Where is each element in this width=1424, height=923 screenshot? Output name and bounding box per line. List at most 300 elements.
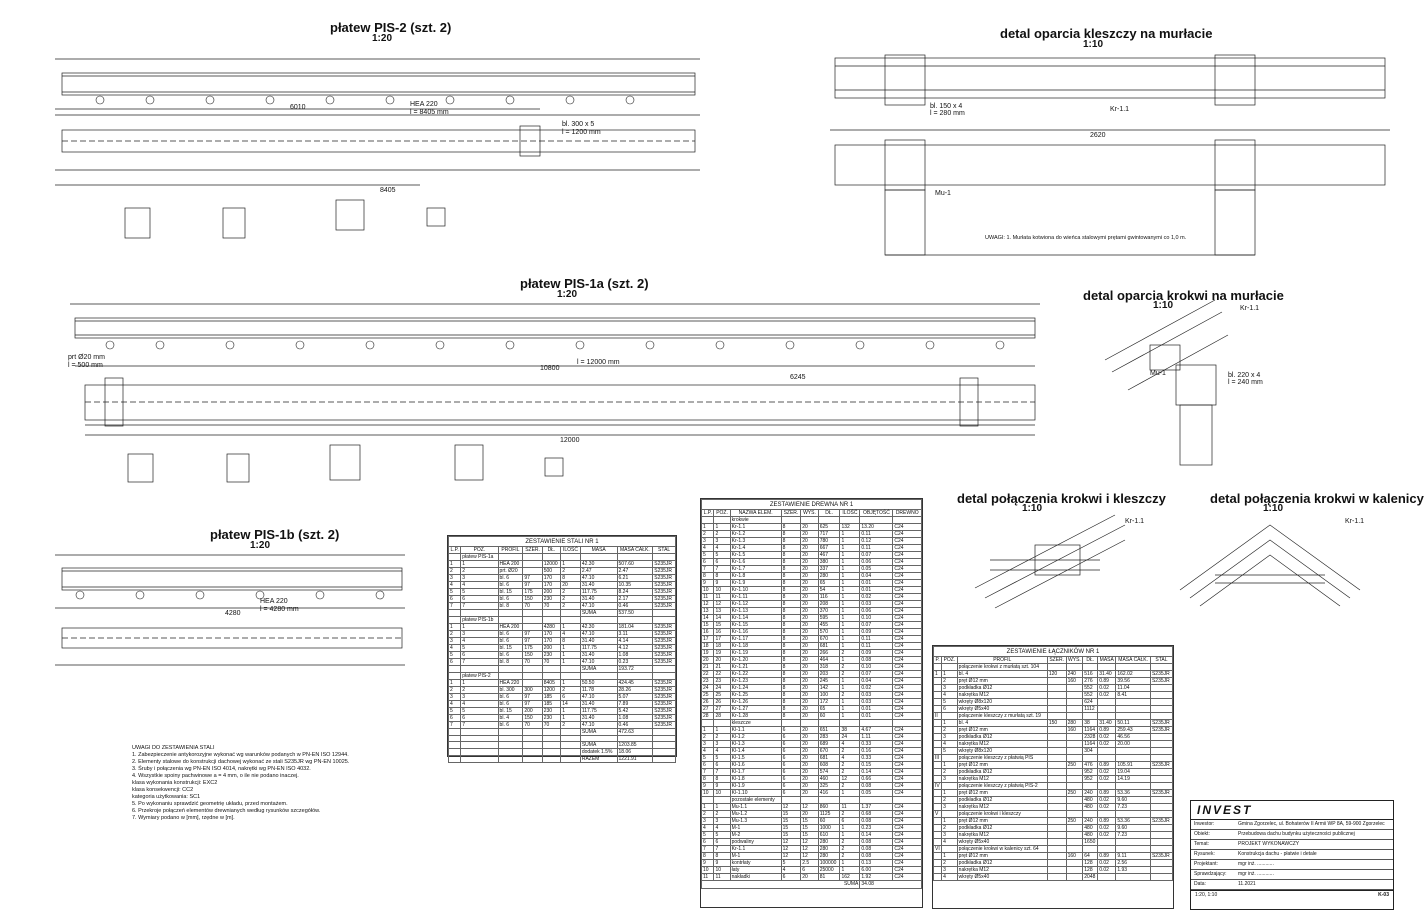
table-cell: [942, 664, 958, 671]
table-cell: S235JR: [653, 680, 676, 687]
table-cell: 952: [1083, 769, 1098, 776]
table-cell: S235JR: [1150, 762, 1172, 769]
table-cell: 20: [702, 657, 714, 664]
table-cell: 537.50: [617, 610, 653, 617]
table-cell: [1066, 797, 1083, 804]
table-row: [449, 561, 676, 568]
table-row: [449, 631, 676, 638]
table-cell: nakrętka M12: [957, 741, 1047, 748]
table-cell: 6: [781, 755, 801, 762]
table-cell: 2: [702, 734, 714, 741]
table-cell: 170: [542, 582, 560, 589]
table-cell: 455: [818, 622, 840, 629]
table-cell: S235JR: [653, 631, 676, 638]
table-row: [934, 797, 1173, 804]
table-cell: 0.07: [860, 671, 893, 678]
table-cell: 150: [523, 652, 542, 659]
table-cell: 20: [801, 769, 818, 776]
table-cell: Kr-1.22: [730, 671, 781, 678]
table-cell: 1: [840, 573, 860, 580]
table-header: DŁ.: [1083, 657, 1098, 664]
table-row: [934, 678, 1173, 685]
table-cell: [1047, 797, 1066, 804]
table-row: [702, 825, 922, 832]
table-cell: 42.30: [580, 624, 617, 631]
table-cell: 1: [942, 762, 958, 769]
table-cell: 0.08: [860, 818, 893, 825]
table-cell: 1164: [1083, 727, 1098, 734]
table-cell: 424.45: [617, 680, 653, 687]
table-row: [702, 846, 922, 853]
table-cell: 20: [801, 727, 818, 734]
table-cell: 0.01: [860, 580, 893, 587]
table-cell: 2: [840, 748, 860, 755]
table-row: [934, 748, 1173, 755]
table-cell: Kr-1.17: [730, 636, 781, 643]
table-cell: S235JR: [653, 708, 676, 715]
table-cell: 0.10: [860, 615, 893, 622]
table-cell: [934, 699, 942, 706]
table-header: PROFIL: [498, 547, 523, 554]
table-cell: 0.06: [860, 608, 893, 615]
table-cell: 28: [702, 713, 714, 720]
table-cell: 31.40: [580, 652, 617, 659]
table-cell: [1066, 867, 1083, 874]
table-cell: 0.04: [860, 573, 893, 580]
table-cell: 318: [818, 664, 840, 671]
table-cell: 0.11: [860, 545, 893, 552]
table-cell: 9.11: [1116, 853, 1151, 860]
table-row: [702, 538, 922, 545]
table-cell: Kr-1.15: [730, 622, 781, 629]
table-cell: 1: [840, 608, 860, 615]
table-cell: [781, 720, 801, 727]
table-cell: 14: [702, 615, 714, 622]
table-cell: 10: [702, 587, 714, 594]
table-cell: 250: [1066, 790, 1083, 797]
table-cell: 13: [702, 608, 714, 615]
table-cell: 81: [818, 874, 840, 881]
table-cell: 7: [714, 769, 730, 776]
table-cell: 2: [840, 839, 860, 846]
table-cell: [498, 756, 523, 763]
table-cell: bl. 6: [498, 701, 523, 708]
table-cell: [934, 797, 942, 804]
table-row: [702, 790, 922, 797]
table-cell: [1047, 762, 1066, 769]
table-row: [449, 756, 676, 763]
table-cell: 670: [818, 636, 840, 643]
table-cell: Kl-1.2: [730, 734, 781, 741]
table-cell: Kr-1.3: [730, 538, 781, 545]
table-cell: S235JR: [653, 596, 676, 603]
table-cell: [1116, 748, 1151, 755]
table-cell: 8: [781, 699, 801, 706]
table-cell: 1: [449, 561, 461, 568]
table-cell: [1083, 783, 1098, 790]
title-block-key: Obiekt:: [1194, 831, 1210, 837]
table-cell: 8: [781, 657, 801, 664]
table-cell: podkładka Ø12: [957, 860, 1047, 867]
table-cell: HEA 200: [498, 561, 523, 568]
table-cell: 300: [523, 687, 542, 694]
table-row: [934, 741, 1173, 748]
table-cell: [1047, 713, 1066, 720]
table-cell: [498, 729, 523, 736]
table-cell: 28: [714, 713, 730, 720]
table-cell: 651: [818, 727, 840, 734]
table-cell: 8: [714, 853, 730, 860]
table-cell: Kr-1.14: [730, 615, 781, 622]
table-cell: [1066, 692, 1083, 699]
table-cell: [498, 617, 523, 624]
table-cell: [1047, 783, 1066, 790]
table-row: [449, 673, 676, 680]
table-cell: [561, 666, 581, 673]
note-line: 6. Przekroje połączeń elementów drewnianych według rysunków szczegółów.: [132, 808, 321, 814]
table-cell: 65: [818, 580, 840, 587]
table-cell: 6: [781, 790, 801, 797]
table-cell: [934, 692, 942, 699]
table-cell: 3: [449, 575, 461, 582]
table-cell: 3: [702, 741, 714, 748]
table-cell: [934, 664, 942, 671]
table-cell: 689: [818, 741, 840, 748]
table-cell: [1066, 776, 1083, 783]
table-cell: 370: [818, 608, 840, 615]
table-row: [934, 685, 1173, 692]
table-cell: [561, 729, 581, 736]
table-cell: [1047, 804, 1066, 811]
table-cell: 1: [840, 615, 860, 622]
table-cell: 4: [461, 701, 498, 708]
table-row: [934, 804, 1173, 811]
table-cell: 6: [449, 715, 461, 722]
table-cell: bl. 6: [498, 631, 523, 638]
table-cell: 47.10: [580, 659, 617, 666]
table-cell: 1: [702, 524, 714, 531]
table-cell: [461, 666, 498, 673]
table-cell: 5: [449, 708, 461, 715]
table-cell: [1047, 846, 1066, 853]
table-cell: 150: [1047, 720, 1066, 727]
table-cell: 8: [781, 608, 801, 615]
table-cell: [561, 742, 581, 749]
table-cell: [860, 720, 893, 727]
table-cell: [1047, 727, 1066, 734]
table-row: [449, 666, 676, 673]
table-cell: [934, 818, 942, 825]
table-cell: [1083, 811, 1098, 818]
table-cell: [1066, 846, 1083, 853]
table-cell: [542, 617, 560, 624]
table-cell: 1: [561, 561, 581, 568]
table-cell: [781, 517, 801, 524]
table-cell: C24: [893, 545, 922, 552]
table-cell: HEA 200: [498, 624, 523, 631]
table-cell: 0.13: [860, 860, 893, 867]
table-cell: C24: [893, 727, 922, 734]
table-cell: Kr-1.4: [730, 545, 781, 552]
table-cell: 570: [818, 629, 840, 636]
table-cell: nakładki: [730, 874, 781, 881]
table-cell: 1000: [818, 825, 840, 832]
table-cell: 2: [840, 846, 860, 853]
table-cell: 18: [714, 643, 730, 650]
table-row: [934, 790, 1173, 797]
table-cell: [1116, 783, 1151, 790]
table-cell: 28.26: [617, 687, 653, 694]
title-block-value: mgr inż. ............: [1238, 861, 1274, 867]
table-row: [449, 638, 676, 645]
table-cell: 6: [702, 762, 714, 769]
table-cell: 208: [818, 601, 840, 608]
table-cell: [934, 832, 942, 839]
table-cell: 12: [840, 776, 860, 783]
table-cell: 170: [542, 631, 560, 638]
table-row: [702, 874, 922, 881]
wood-table: [700, 498, 923, 908]
table-cell: 8: [781, 671, 801, 678]
label-dim6245: 6245: [790, 374, 806, 381]
table-cell: 8: [781, 664, 801, 671]
table-cell: 10: [714, 867, 730, 874]
table-cell: [934, 825, 942, 832]
table-cell: 0.02: [1098, 734, 1116, 741]
title-block-key: Projektant:: [1194, 861, 1218, 867]
table-cell: [934, 748, 942, 755]
table-cell: 860: [818, 804, 840, 811]
table-cell: 0.02: [1098, 804, 1116, 811]
table-cell: 2: [840, 769, 860, 776]
table-cell: [1066, 874, 1083, 881]
table-cell: [523, 666, 542, 673]
table-cell: [1116, 664, 1151, 671]
title-kalenica: detal połączenia krokwi w kalenicy: [1210, 491, 1424, 506]
table-row: [934, 671, 1173, 678]
table-cell: 27: [714, 706, 730, 713]
table-cell: 8: [561, 638, 581, 645]
table-row: [702, 776, 922, 783]
table-cell: S235JR: [653, 722, 676, 729]
table-cell: 25000: [818, 867, 840, 874]
table-cell: 70: [523, 722, 542, 729]
table-cell: 20: [801, 643, 818, 650]
table-cell: S235JR: [653, 624, 676, 631]
table-row: [934, 720, 1173, 727]
table-cell: [1047, 748, 1066, 755]
note-line: 2. Elementy stalowe do konstrukcji dachowej wykonać ze stali S235JR wg PN-EN 10025.: [132, 759, 350, 765]
table-cell: 5: [781, 860, 801, 867]
table-cell: S235JR: [1150, 853, 1172, 860]
table-cell: 1.08: [617, 715, 653, 722]
table-cell: 467: [818, 552, 840, 559]
table-cell: 170: [542, 575, 560, 582]
table-title: ZESTAWIENIE DREWNA NR 1: [702, 500, 922, 510]
label-mu1-a: Mu-1: [935, 190, 951, 197]
table-cell: 47.10: [580, 603, 617, 610]
table-row: [702, 755, 922, 762]
table-cell: 20: [801, 762, 818, 769]
table-cell: 53.36: [1116, 790, 1151, 797]
table-cell: 1: [461, 680, 498, 687]
table-cell: [860, 517, 893, 524]
table-cell: [1066, 741, 1083, 748]
table-row: [449, 617, 676, 624]
table-cell: 8: [781, 559, 801, 566]
table-cell: 0.02: [1098, 860, 1116, 867]
table-cell: 20: [801, 706, 818, 713]
table-cell: 2: [840, 664, 860, 671]
table-cell: 6: [461, 652, 498, 659]
table-cell: 0.89: [1098, 853, 1116, 860]
table-cell: 4: [449, 645, 461, 652]
table-cell: 1: [840, 531, 860, 538]
table-cell: [523, 610, 542, 617]
table-cell: [1066, 860, 1083, 867]
table-title: ZESTAWIENIE ŁĄCZNIKÓW NR 1: [934, 647, 1173, 657]
table-cell: 15: [781, 825, 801, 832]
table-cell: C24: [893, 713, 922, 720]
table-row: [702, 727, 922, 734]
table-cell: [449, 610, 461, 617]
table-cell: C24: [893, 678, 922, 685]
table-cell: Kl-1.6: [730, 762, 781, 769]
table-cell: 4: [714, 825, 730, 832]
table-cell: 175: [523, 589, 542, 596]
table-cell: 0.33: [860, 755, 893, 762]
table-cell: 6: [781, 748, 801, 755]
table-cell: 160: [1066, 727, 1083, 734]
table-cell: 21: [714, 664, 730, 671]
table-cell: [498, 749, 523, 756]
table-cell: C24: [893, 538, 922, 545]
table-row: [702, 734, 922, 741]
table-row: [449, 708, 676, 715]
note-line: 1. Zabezpieczenie antykorozyjne wykonać wg warunków podanych w PN-EN ISO 12944.: [132, 752, 349, 758]
table-cell: [801, 797, 818, 804]
table-header: MASA: [580, 547, 617, 554]
table-cell: 12: [801, 846, 818, 853]
table-cell: 8: [781, 580, 801, 587]
table-cell: [498, 742, 523, 749]
table-cell: 0.11: [860, 636, 893, 643]
table-row: [702, 706, 922, 713]
table-cell: 5: [942, 699, 958, 706]
table-cell: 20: [801, 615, 818, 622]
table-cell: 203: [818, 671, 840, 678]
table-cell: [653, 673, 676, 680]
table-cell: [461, 749, 498, 756]
table-cell: 4: [714, 748, 730, 755]
table-cell: C24: [893, 734, 922, 741]
table-cell: 6.21: [617, 575, 653, 582]
table-cell: [1083, 713, 1098, 720]
title-murlata: detal oparcia kleszczy na murłacie: [1000, 26, 1213, 41]
table-row: [934, 839, 1173, 846]
table-cell: [1047, 769, 1066, 776]
table-cell: bl. 4: [498, 715, 523, 722]
table-cell: [934, 720, 942, 727]
table-cell: 1221.91: [617, 756, 653, 763]
table-cell: 667: [818, 545, 840, 552]
table-cell: 128: [1083, 867, 1098, 874]
table-cell: [1098, 811, 1116, 818]
table-cell: C24: [893, 783, 922, 790]
table-row: [934, 692, 1173, 699]
table-cell: 65: [818, 706, 840, 713]
table-cell: nakrętka M12: [957, 776, 1047, 783]
table-cell: 200: [542, 589, 560, 596]
table-cell: [702, 797, 714, 804]
table-cell: 0.16: [860, 748, 893, 755]
table-row: [702, 545, 922, 552]
table-cell: 38: [840, 727, 860, 734]
table-cell: 4.67: [860, 727, 893, 734]
table-cell: [498, 666, 523, 673]
table-header: STAL: [653, 547, 676, 554]
table-cell: 6: [449, 596, 461, 603]
table-cell: S235JR: [653, 589, 676, 596]
table-header: DŁ.: [818, 510, 840, 517]
table-cell: 9.60: [1116, 797, 1151, 804]
table-cell: 11.78: [580, 687, 617, 694]
table-cell: 12: [801, 853, 818, 860]
table-cell: bl. 6: [498, 652, 523, 659]
table-cell: 181.04: [617, 624, 653, 631]
table-cell: 46.56: [1116, 734, 1151, 741]
table-cell: 952: [1083, 776, 1098, 783]
table-cell: 1: [714, 524, 730, 531]
table-cell: 20: [801, 657, 818, 664]
table-cell: Kr-1.19: [730, 650, 781, 657]
table-row: [449, 589, 676, 596]
table-row: [934, 874, 1173, 881]
label-bl150: bl. 150 x 4: [930, 103, 963, 110]
table-cell: 0.04: [860, 678, 893, 685]
table-cell: 10.35: [617, 582, 653, 589]
scale-kalenica: 1:10: [1263, 503, 1284, 514]
table-cell: 0.01: [860, 587, 893, 594]
table-cell: kontrłaty: [730, 860, 781, 867]
table-cell: VI: [935, 846, 940, 853]
table-cell: 2: [449, 631, 461, 638]
connectors-table: [932, 645, 1174, 909]
table-header: L.P.: [702, 510, 714, 517]
table-cell: [1098, 706, 1116, 713]
table-cell: 4: [714, 545, 730, 552]
table-cell: [1150, 867, 1172, 874]
table-cell: 15: [781, 811, 801, 818]
table-cell: bl. 300: [498, 687, 523, 694]
table-cell: nakrętka M12: [957, 832, 1047, 839]
table-cell: C24: [893, 762, 922, 769]
table-cell: C24: [893, 811, 922, 818]
table-cell: 5: [702, 552, 714, 559]
table-row: [702, 811, 922, 818]
table-cell: 595: [818, 615, 840, 622]
table-cell: 2: [461, 687, 498, 694]
table-cell: bl. 6: [498, 638, 523, 645]
table-cell: 12: [801, 839, 818, 846]
table-cell: C24: [893, 755, 922, 762]
table-cell: 22: [714, 671, 730, 678]
table-cell: 31.40: [580, 638, 617, 645]
table-cell: 15: [702, 622, 714, 629]
table-cell: 20: [801, 734, 818, 741]
table-cell: 460: [818, 776, 840, 783]
title-block-value: Konstrukcja dachu - płatwie i detale: [1238, 851, 1317, 857]
